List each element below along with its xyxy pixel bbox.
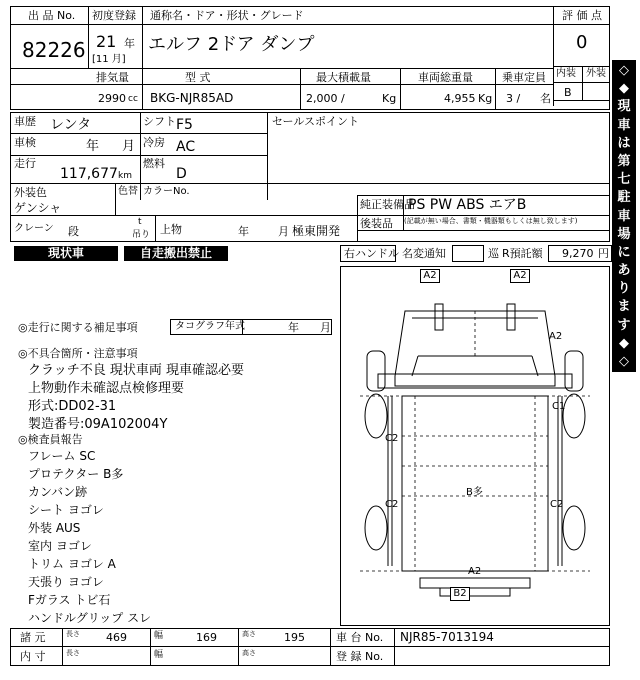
side-frame-left bbox=[388, 396, 392, 566]
shift-label: シフト bbox=[143, 115, 176, 128]
left-mirror bbox=[435, 304, 443, 330]
first-reg-month: [11 月] bbox=[92, 54, 126, 65]
left-wheel-rear bbox=[365, 506, 387, 550]
inspector-label: ◎検査員報告 bbox=[18, 433, 83, 446]
defect-line: 形式:DD02-31 bbox=[28, 399, 117, 414]
first-reg-year: 21 bbox=[96, 32, 117, 51]
color-change-label: 色替 bbox=[118, 186, 138, 197]
width-label: 幅 bbox=[154, 631, 164, 641]
inspector-line: 外装 AUS bbox=[28, 521, 81, 535]
banner-char: ま bbox=[617, 299, 631, 315]
mileage-value: 117,677 bbox=[60, 166, 118, 182]
banner-char: す bbox=[617, 317, 631, 333]
side-banner bbox=[612, 60, 636, 372]
left-wheel-front bbox=[365, 394, 387, 438]
displacement-unit: cc bbox=[128, 94, 138, 104]
mileage-check-label: 巡 bbox=[488, 247, 499, 260]
height-label: 高さ bbox=[242, 630, 256, 638]
inspector-line: 室内 ヨゴレ bbox=[28, 539, 92, 553]
inspector-line: Fガラス トビ石 bbox=[28, 593, 111, 607]
inspection-year-unit: 年 bbox=[86, 139, 100, 154]
inspector-line: ハンドルグリップ スレ bbox=[28, 611, 152, 625]
interior-grade: B bbox=[564, 86, 572, 99]
type-value: BKG-NJR85AD bbox=[150, 91, 234, 105]
size-label: 諸 元 bbox=[20, 631, 46, 644]
defects-label: ◎不具合箇所・注意事項 bbox=[18, 347, 138, 360]
damage-mark: C2 bbox=[385, 499, 399, 510]
capacity-label: 乗車定員 bbox=[502, 71, 546, 84]
model-label: 通称名・ドア・形状・グレード bbox=[150, 9, 304, 22]
options-value: PS PW ABS エアB bbox=[408, 197, 527, 213]
no-self-carry-badge: 自走搬出禁止 bbox=[124, 246, 228, 261]
mount-month: 月 bbox=[278, 225, 289, 238]
banner-char: 駐 bbox=[617, 190, 631, 206]
length2-label: 長さ bbox=[66, 649, 80, 657]
interior-size-label: 内 寸 bbox=[20, 650, 46, 663]
current-vehicle-badge: 現状車 bbox=[14, 246, 118, 261]
inspector-line: フレーム SC bbox=[28, 449, 96, 463]
chassis-label: 車 台 No. bbox=[336, 631, 384, 644]
right-mirror bbox=[507, 304, 515, 330]
banner-char: 七 bbox=[617, 172, 631, 188]
banner-char: り bbox=[617, 281, 631, 297]
load-unit: Kg bbox=[382, 92, 397, 105]
inspector-line: シート ヨゴレ bbox=[28, 503, 104, 517]
side-frame-right bbox=[558, 396, 562, 566]
damage-mark: A2 bbox=[468, 566, 482, 577]
registration-label: 登 録 No. bbox=[336, 650, 384, 663]
score-label: 評 価 点 bbox=[562, 9, 602, 22]
length-value: 469 bbox=[106, 631, 127, 644]
recycle-label: R預託額 bbox=[502, 247, 543, 260]
aftermarket-label: 後装品 bbox=[360, 217, 393, 230]
rear-bumper bbox=[420, 578, 530, 588]
mount-label: 上物 bbox=[160, 223, 182, 236]
mileage-unit: km bbox=[118, 171, 132, 181]
capacity-value: 3 / bbox=[506, 92, 521, 105]
front-left-wheel bbox=[367, 351, 385, 391]
first-reg-label: 初度登録 bbox=[92, 9, 136, 22]
inspector-line: プロテクター B多 bbox=[28, 467, 124, 481]
year-unit: 年 bbox=[124, 37, 135, 50]
mount-maker: 極東開発 bbox=[292, 224, 341, 238]
load-label: 最大積載量 bbox=[316, 71, 371, 84]
damage-mark: A2 bbox=[510, 269, 530, 283]
damage-mark: C2 bbox=[385, 433, 399, 444]
banner-char: 車 bbox=[617, 117, 631, 133]
ac-label: 冷房 bbox=[143, 136, 165, 149]
banner-char: 現 bbox=[617, 99, 631, 115]
color-no-label: カラーNo. bbox=[143, 186, 190, 197]
lot-number: 82226 bbox=[22, 38, 86, 62]
fuel-label: 燃料 bbox=[143, 157, 165, 170]
damage-mark: C1 bbox=[552, 401, 566, 412]
displacement-value: 2990 bbox=[98, 92, 126, 105]
gross-value: 4,955 bbox=[444, 92, 476, 105]
name-change-box bbox=[452, 245, 484, 262]
aftermarket-note: (記載が無い場合、書類・機器類もしくは無し致します) bbox=[404, 217, 578, 225]
height2-label: 高さ bbox=[242, 649, 256, 657]
color-value: ゲンシャ bbox=[14, 201, 62, 215]
right-wheel-rear bbox=[563, 506, 585, 550]
mount-year: 年 bbox=[238, 225, 249, 238]
handle-value: 右ハンドル bbox=[344, 247, 399, 260]
banner-char: ◆ bbox=[619, 81, 629, 97]
damage-mark: B多 bbox=[466, 487, 483, 498]
crane-ton: t bbox=[138, 217, 142, 227]
defect-line: クラッチ不良 現状車両 現車確認必要 bbox=[28, 363, 245, 378]
damage-mark: C2 bbox=[550, 499, 564, 510]
model-name: エルフ 2ドア ダンプ bbox=[148, 34, 315, 55]
recycle-unit: 円 bbox=[598, 247, 609, 260]
damage-mark: A2 bbox=[549, 331, 563, 342]
type-label: 型 式 bbox=[185, 71, 211, 84]
footer-box bbox=[10, 628, 610, 666]
width2-label: 幅 bbox=[154, 650, 164, 660]
score-value: 0 bbox=[576, 32, 588, 53]
ac-value: AC bbox=[176, 139, 196, 155]
name-change-label: 名変通知 bbox=[402, 247, 446, 260]
gross-label: 車両総重量 bbox=[418, 71, 473, 84]
mileage-label: 走行 bbox=[14, 157, 36, 170]
banner-char: ◇ bbox=[619, 63, 629, 78]
length-label: 長さ bbox=[66, 630, 80, 638]
banner-char: は bbox=[617, 135, 631, 151]
banner-char: 場 bbox=[617, 226, 631, 242]
banner-char: 第 bbox=[617, 153, 631, 169]
height-value: 195 bbox=[284, 631, 305, 644]
load-value: 2,000 / bbox=[306, 92, 345, 105]
capacity-unit: 名 bbox=[540, 92, 551, 105]
damage-mark: B2 bbox=[450, 587, 470, 601]
inspection-label: 車検 bbox=[14, 136, 36, 149]
sales-point-label: セールスポイント bbox=[272, 115, 360, 128]
lot-label: 出 品 No. bbox=[28, 9, 76, 22]
width-value: 169 bbox=[196, 631, 217, 644]
history-label: 車歴 bbox=[14, 115, 36, 128]
crane-hang: 吊り bbox=[132, 230, 151, 240]
defect-line: 上物動作未確認点検修理要 bbox=[28, 381, 185, 396]
history-value: レンタ bbox=[50, 117, 92, 133]
interior-label: 内装 bbox=[556, 68, 576, 79]
exterior-label: 外装 bbox=[586, 68, 606, 79]
inspector-line: トリム ヨゴレ A bbox=[28, 557, 116, 571]
chassis-value: NJR85-7013194 bbox=[400, 630, 494, 644]
banner-char: に bbox=[617, 244, 631, 260]
banner-char: ◇ bbox=[619, 354, 629, 369]
shift-value: F5 bbox=[176, 117, 193, 133]
defect-line: 製造番号:09A102004Y bbox=[28, 417, 168, 432]
driving-notes-label: ◎走行に関する補足事項 bbox=[18, 321, 138, 334]
tacho-month: 月 bbox=[320, 321, 331, 334]
inspection-month-unit: 月 bbox=[122, 139, 136, 154]
options-label: 純正装備品 bbox=[360, 198, 415, 211]
crane-label: クレーン bbox=[14, 223, 54, 234]
displacement-label: 排気量 bbox=[96, 71, 129, 84]
tacho-year: 年 bbox=[288, 321, 299, 334]
fuel-value: D bbox=[176, 166, 187, 182]
tacho-label: タコグラフ年式 bbox=[175, 321, 245, 332]
right-wheel-front bbox=[563, 394, 585, 438]
crane-stages: 段 bbox=[68, 225, 79, 238]
damage-mark: A2 bbox=[420, 269, 440, 283]
color-label: 外装色 bbox=[14, 186, 47, 199]
inspector-line: 天張り ヨゴレ bbox=[28, 575, 104, 589]
front-right-wheel bbox=[565, 351, 583, 391]
recycle-value: 9,270 bbox=[562, 247, 594, 260]
banner-char: ◆ bbox=[619, 335, 629, 351]
inspector-line: カンバン跡 bbox=[28, 485, 88, 499]
banner-char: あ bbox=[617, 263, 631, 279]
banner-char: 車 bbox=[617, 208, 631, 224]
gross-unit: Kg bbox=[478, 92, 493, 105]
